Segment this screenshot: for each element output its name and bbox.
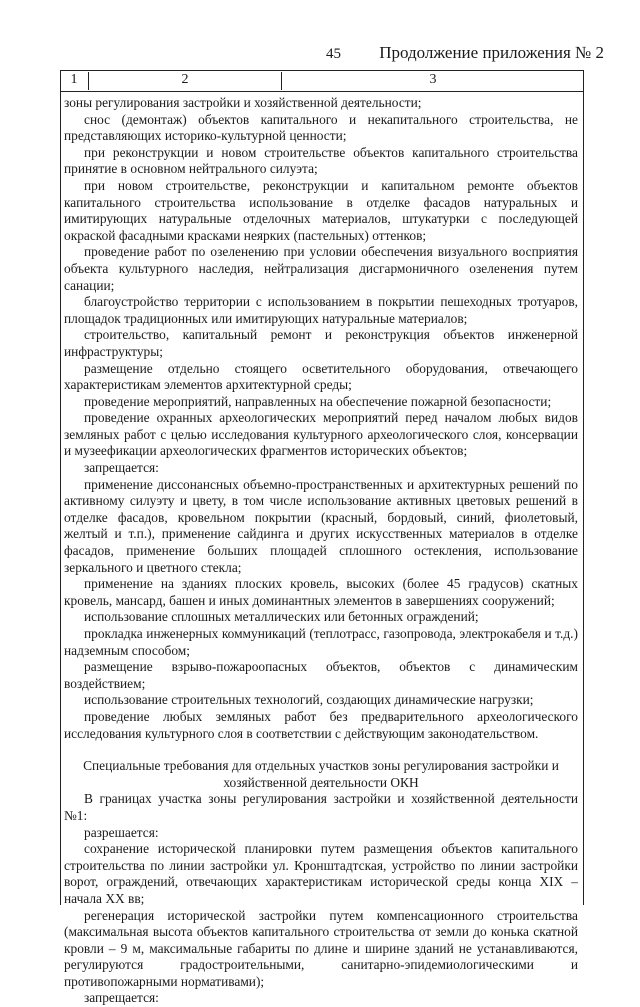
paragraph: прокладка инженерных коммуникаций (теплотрасс, газопровода, электрокабеля и т.д.) надземным способом;	[64, 626, 578, 658]
paragraph: использование сплошных металлических или бетонных ограждений;	[84, 609, 479, 625]
paragraph: запрещается:	[84, 990, 159, 1006]
document-table	[60, 70, 584, 1006]
paragraph: благоустройство территории с использованием в покрытии пешеходных тротуаров, площадок традиционных или имитирующих натуральные материалов;	[64, 294, 578, 326]
appendix-label: Продолжение приложения № 2	[379, 43, 604, 62]
paragraph: зоны регулирования застройки и хозяйственной деятельности;	[64, 95, 422, 110]
column-header-3: 3	[281, 72, 584, 90]
paragraph: проведение работ по озеленению при условии обеспечения визуального восприятия объекта культурного наследия, нейтрализация дисгармоничного озеленения путем санации;	[64, 244, 578, 293]
paragraph: снос (демонтаж) объектов капитального и некапитального строительства, не представляющих историко-культурной ценности;	[64, 111, 578, 144]
page-number: 45	[326, 46, 341, 62]
paragraph: разрешается:	[84, 824, 159, 840]
paragraph: размещение взрыво-пожароопасных объектов, объектов с динамическим воздействием;	[64, 659, 578, 691]
paragraph: применение на зданиях плоских кровель, высоких (более 45 градусов) скатных кровель, мансард, башен и иных доминантных элементов в завершениях сооружений;	[64, 576, 578, 608]
paragraph: размещение отдельно стоящего осветительного оборудования, отвечающего характеристикам элементов архитектурной среды;	[64, 360, 578, 393]
paragraph: проведение охранных археологических мероприятий перед началом любых видов земляных работ с целью исследования культурного археологического слоя, консервации и музеефикации археологических фрагментов исторических объектов;	[64, 410, 578, 459]
section-title: Специальные требования для отдельных участков зоны регулирования застройки и хозяйственной деятельности ОКН	[83, 758, 559, 790]
paragraph: при новом строительстве, реконструкции и капитальном ремонте объектов капитального строительства использование в отделке фасадов натуральных и имитирующих натуральные отделочных материалов, штукатурки с последующей окраской фасадными красками неярких (пастельных) оттенков;	[64, 177, 578, 243]
paragraph: строительство, капитальный ремонт и реконструкция объектов инженерной инфраструктуры;	[64, 327, 578, 359]
paragraph: проведение мероприятий, направленных на обеспечение пожарной безопасности;	[84, 393, 552, 409]
paragraph: регенерация исторической застройки путем компенсационного строительства (максимальная высота объектов капитального строительства от земли до конька скатной кровли – 9 м, максимальные габариты по длине и ширине зданий не устанавливаются, регулируются градостроительными, санитарно-эпидемиологическими и противопожарными нормативами);	[64, 907, 578, 989]
table-header	[61, 70, 583, 92]
column-header-1: 1	[70, 72, 78, 87]
paragraph: при реконструкции и новом строительстве объектов капитального строительства принятие в основном нейтрального силуэта;	[64, 144, 578, 177]
paragraph: В границах участка зоны регулирования застройки и хозяйственной деятельности №1:	[64, 791, 578, 823]
paragraph: сохранение исторической планировки путем размещения объектов капитального строительства по линии застройки ул. Кронштадтская, устройство по линии застройки ворот, ограждений, отвечающих характеристикам исторической среды конца XIX – начала XX вв;	[64, 841, 578, 906]
paragraph: проведение любых земляных работ без предварительного археологического исследования культурного слоя в соответствии с действующим законодательством.	[64, 708, 578, 741]
paragraph: запрещается:	[84, 460, 159, 476]
paragraph: применение диссонансных объемно-пространственных и архитектурных решений по активному силуэту и цвету, в том числе использование активных цветовых решений в отделке фасадов, кровельном покрытии (красный, бордовый, синий, фиолетовый, желтый и т.п.), применение сайдинга и других искусственных материалов в отделке фасадов, применение больших площадей сплошного остекления, использование зеркального и цветного стекла;	[64, 476, 578, 575]
column-header-2: 2	[88, 72, 281, 90]
table-content	[61, 95, 582, 1007]
paragraph: использование строительных технологий, создающих динамические нагрузки;	[84, 692, 534, 708]
